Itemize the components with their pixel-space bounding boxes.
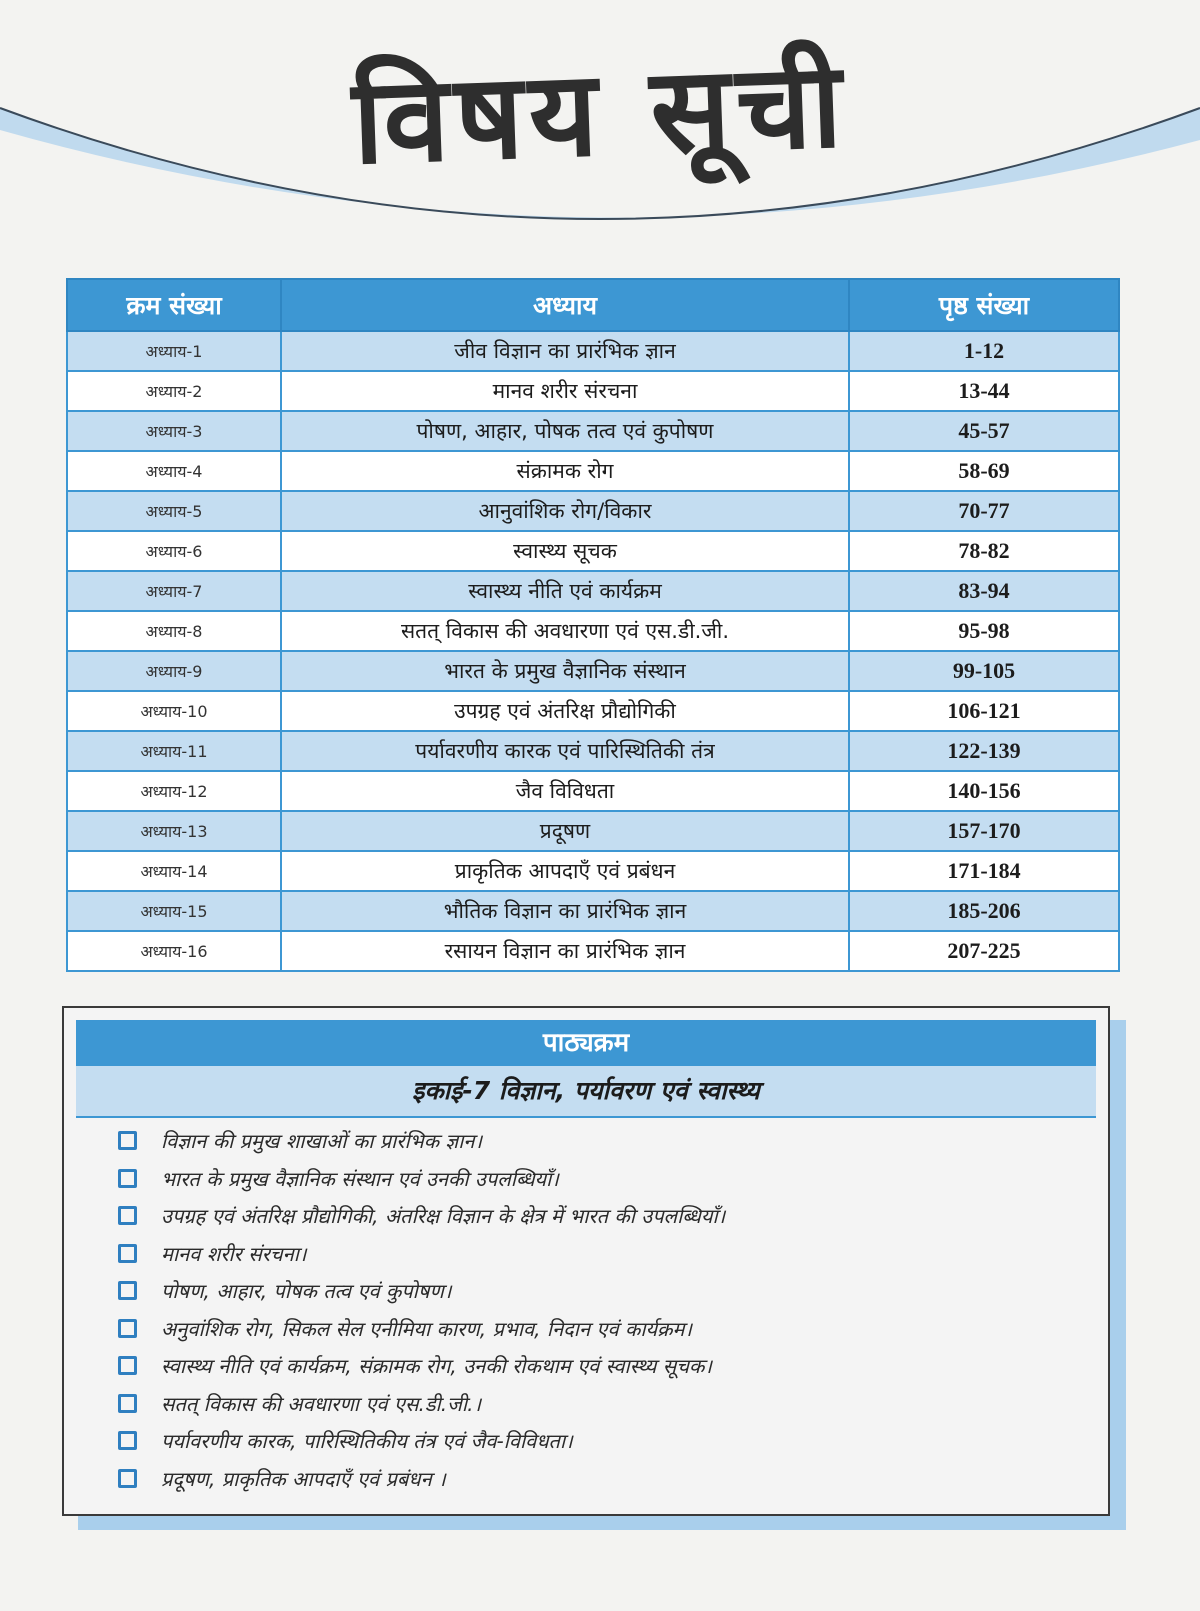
chapter-title: पोषण, आहार, पोषक तत्व एवं कुपोषण bbox=[281, 411, 849, 451]
chapter-number: अध्याय-1 bbox=[67, 331, 281, 371]
list-item bbox=[118, 1122, 725, 1160]
checkbox-icon bbox=[118, 1206, 137, 1225]
page-range: 99-105 bbox=[849, 651, 1119, 691]
chapter-number: अध्याय-12 bbox=[67, 771, 281, 811]
table-row bbox=[67, 371, 1119, 411]
table-row bbox=[67, 891, 1119, 931]
chapter-title: जीव विज्ञान का प्रारंभिक ज्ञान bbox=[281, 331, 849, 371]
chapter-number: अध्याय-4 bbox=[67, 451, 281, 491]
checkbox-icon bbox=[118, 1131, 137, 1150]
page-range: 13-44 bbox=[849, 371, 1119, 411]
list-item bbox=[118, 1385, 725, 1423]
chapter-title: पर्यावरणीय कारक एवं पारिस्थितिकी तंत्र bbox=[281, 731, 849, 771]
page-range: 171-184 bbox=[849, 851, 1119, 891]
chapter-title: स्वास्थ्य सूचक bbox=[281, 531, 849, 571]
list-item bbox=[118, 1197, 725, 1235]
header-page: पृष्ठ संख्या bbox=[849, 279, 1119, 331]
table-body bbox=[67, 331, 1119, 971]
table-header-row bbox=[67, 279, 1119, 331]
list-item bbox=[118, 1235, 725, 1273]
chapter-title: जैव विविधता bbox=[281, 771, 849, 811]
chapter-title: आनुवांशिक रोग/विकार bbox=[281, 491, 849, 531]
chapter-number: अध्याय-15 bbox=[67, 891, 281, 931]
list-item bbox=[118, 1347, 725, 1385]
header-serial: क्रम संख्या bbox=[67, 279, 281, 331]
chapter-number: अध्याय-10 bbox=[67, 691, 281, 731]
chapter-title: भौतिक विज्ञान का प्रारंभिक ज्ञान bbox=[281, 891, 849, 931]
chapter-number: अध्याय-3 bbox=[67, 411, 281, 451]
page-range: 45-57 bbox=[849, 411, 1119, 451]
page-range: 106-121 bbox=[849, 691, 1119, 731]
checkbox-icon bbox=[118, 1469, 137, 1488]
table-row bbox=[67, 531, 1119, 571]
page-range: 95-98 bbox=[849, 611, 1119, 651]
chapter-number: अध्याय-2 bbox=[67, 371, 281, 411]
list-item-text: प्रदूषण, प्राकृतिक आपदाएँ एवं प्रबंधन । bbox=[161, 1466, 446, 1491]
table-row bbox=[67, 851, 1119, 891]
table-row bbox=[67, 731, 1119, 771]
checkbox-icon bbox=[118, 1319, 137, 1338]
syllabus-unit-title: इकाई-7 विज्ञान, पर्यावरण एवं स्वास्थ्य bbox=[76, 1066, 1096, 1118]
list-item-text: उपग्रह एवं अंतरिक्ष प्रौद्योगिकी, अंतरिक्ष विज्ञान के क्षेत्र में भारत की उपलब्धियाँ। bbox=[161, 1204, 726, 1229]
page-range: 185-206 bbox=[849, 891, 1119, 931]
chapter-number: अध्याय-11 bbox=[67, 731, 281, 771]
table-row bbox=[67, 411, 1119, 451]
page-range: 157-170 bbox=[849, 811, 1119, 851]
chapter-number: अध्याय-7 bbox=[67, 571, 281, 611]
checkbox-icon bbox=[118, 1169, 137, 1188]
page-range: 122-139 bbox=[849, 731, 1119, 771]
chapter-title: प्रदूषण bbox=[281, 811, 849, 851]
list-item-text: पोषण, आहार, पोषक तत्व एवं कुपोषण। bbox=[161, 1279, 452, 1304]
checkbox-icon bbox=[118, 1281, 137, 1300]
header-chapter: अध्याय bbox=[281, 279, 849, 331]
list-item-text: अनुवांशिक रोग, सिकल सेल एनीमिया कारण, प्रभाव, निदान एवं कार्यक्रम। bbox=[161, 1316, 693, 1341]
table-row bbox=[67, 931, 1119, 971]
checkbox-icon bbox=[118, 1356, 137, 1375]
list-item-text: पर्यावरणीय कारक, पारिस्थितिकीय तंत्र एवं जैव-विविधता। bbox=[161, 1429, 573, 1454]
chapter-title: स्वास्थ्य नीति एवं कार्यक्रम bbox=[281, 571, 849, 611]
list-item-text: विज्ञान की प्रमुख शाखाओं का प्रारंभिक ज्ञान। bbox=[161, 1129, 483, 1154]
table-row bbox=[67, 491, 1119, 531]
chapter-number: अध्याय-6 bbox=[67, 531, 281, 571]
checkbox-icon bbox=[118, 1244, 137, 1263]
list-item-text: स्वास्थ्य नीति एवं कार्यक्रम, संक्रामक रोग, उनकी रोकथाम एवं स्वास्थ्य सूचक। bbox=[161, 1354, 712, 1379]
chapter-number: अध्याय-9 bbox=[67, 651, 281, 691]
syllabus-heading: पाठ्यक्रम bbox=[76, 1020, 1096, 1066]
page-range: 78-82 bbox=[849, 531, 1119, 571]
table-row bbox=[67, 771, 1119, 811]
chapter-title: मानव शरीर संरचना bbox=[281, 371, 849, 411]
checkbox-icon bbox=[118, 1431, 137, 1450]
contents-table bbox=[66, 278, 1120, 972]
chapter-title: सतत् विकास की अवधारणा एवं एस.डी.जी. bbox=[281, 611, 849, 651]
chapter-title: प्राकृतिक आपदाएँ एवं प्रबंधन bbox=[281, 851, 849, 891]
table-row bbox=[67, 451, 1119, 491]
checkbox-icon bbox=[118, 1394, 137, 1413]
chapter-title: संक्रामक रोग bbox=[281, 451, 849, 491]
chapter-title: भारत के प्रमुख वैज्ञानिक संस्थान bbox=[281, 651, 849, 691]
table-row bbox=[67, 571, 1119, 611]
chapter-number: अध्याय-5 bbox=[67, 491, 281, 531]
chapter-number: अध्याय-8 bbox=[67, 611, 281, 651]
table-row bbox=[67, 811, 1119, 851]
chapter-title: रसायन विज्ञान का प्रारंभिक ज्ञान bbox=[281, 931, 849, 971]
list-item bbox=[118, 1422, 725, 1460]
chapter-number: अध्याय-16 bbox=[67, 931, 281, 971]
list-item-text: सतत् विकास की अवधारणा एवं एस.डी.जी.। bbox=[161, 1391, 482, 1416]
list-item-text: मानव शरीर संरचना। bbox=[161, 1241, 307, 1266]
page-range: 140-156 bbox=[849, 771, 1119, 811]
list-item bbox=[118, 1160, 725, 1198]
page-range: 83-94 bbox=[849, 571, 1119, 611]
list-item bbox=[118, 1272, 725, 1310]
table-row bbox=[67, 651, 1119, 691]
table-row bbox=[67, 611, 1119, 651]
page-range: 1-12 bbox=[849, 331, 1119, 371]
page-title: विषय सूची bbox=[350, 35, 850, 191]
syllabus-list bbox=[118, 1122, 725, 1497]
page-range: 58-69 bbox=[849, 451, 1119, 491]
table-row bbox=[67, 691, 1119, 731]
chapter-number: अध्याय-13 bbox=[67, 811, 281, 851]
table-row bbox=[67, 331, 1119, 371]
chapter-number: अध्याय-14 bbox=[67, 851, 281, 891]
page-range: 70-77 bbox=[849, 491, 1119, 531]
list-item bbox=[118, 1460, 725, 1498]
syllabus-box bbox=[62, 1006, 1110, 1516]
chapter-title: उपग्रह एवं अंतरिक्ष प्रौद्योगिकी bbox=[281, 691, 849, 731]
page-range: 207-225 bbox=[849, 931, 1119, 971]
list-item bbox=[118, 1310, 725, 1348]
list-item-text: भारत के प्रमुख वैज्ञानिक संस्थान एवं उनकी उपलब्धियाँ। bbox=[161, 1166, 559, 1191]
